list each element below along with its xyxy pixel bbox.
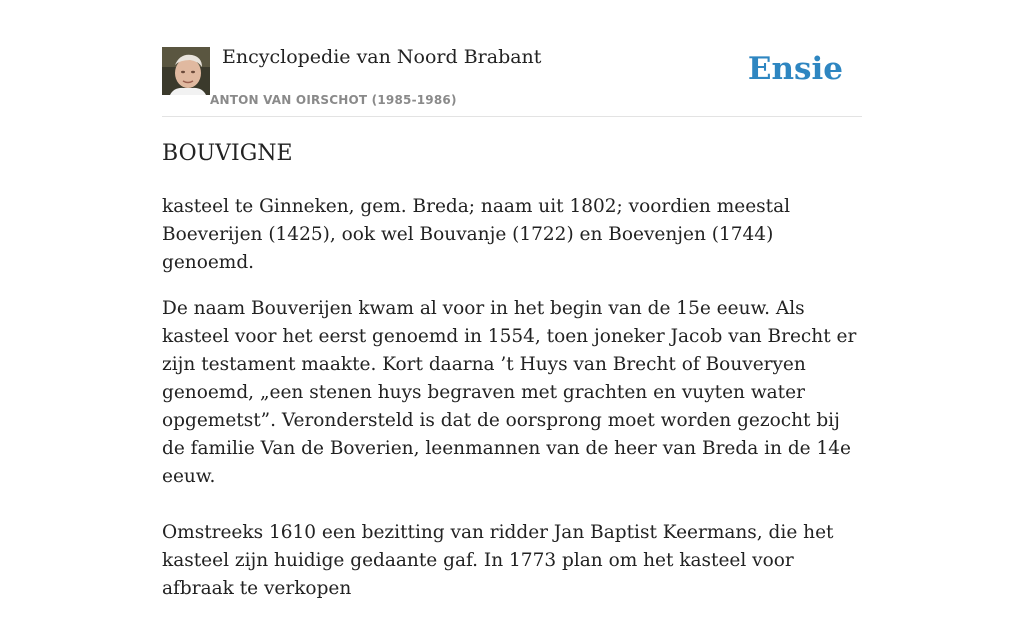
entry-paragraph: kasteel te Ginneken, gem. Breda; naam uit 1802; voordien meestal Boeverijen (1425), ook wel Bouvanje (1722) en Boevenjen (1744) genoemd. [162, 196, 791, 273]
book-title[interactable]: Encyclopedie van Noord Brabant [222, 46, 542, 68]
author-portrait-icon [162, 47, 210, 95]
ensie-logo[interactable]: Ensie [747, 51, 843, 87]
entry-paragraph: Omstreeks 1610 een bezitting van ridder Jan Baptist Keermans, die het kasteel zijn huidige gedaante gaf. In 1773 plan om het kasteel voor afbraak te verkopen [162, 522, 834, 599]
author-name[interactable]: ANTON VAN OIRSCHOT (1985-1986) [210, 93, 457, 107]
entry-content [162, 137, 867, 621]
entry-paragraph: De naam Bouverijen kwam al voor in het begin van de 15e eeuw. Als kasteel voor het eerst genoemd in 1554, toen joneker Jacob van Brecht er zijn testament maakte. Kort daarna ’t Huys van Brecht of Bouveryen genoemd, „een stenen huys begraven met grachten en vuyten water opgemetst”. Verondersteld is dat de oorsprong moet worden gezocht bij de familie Van de Boverien, leenmannen van de heer van Breda in de 14e eeuw. [162, 298, 857, 487]
entry-title: BOUVIGNE [162, 141, 293, 166]
header [162, 46, 862, 117]
author-avatar[interactable] [162, 47, 210, 95]
